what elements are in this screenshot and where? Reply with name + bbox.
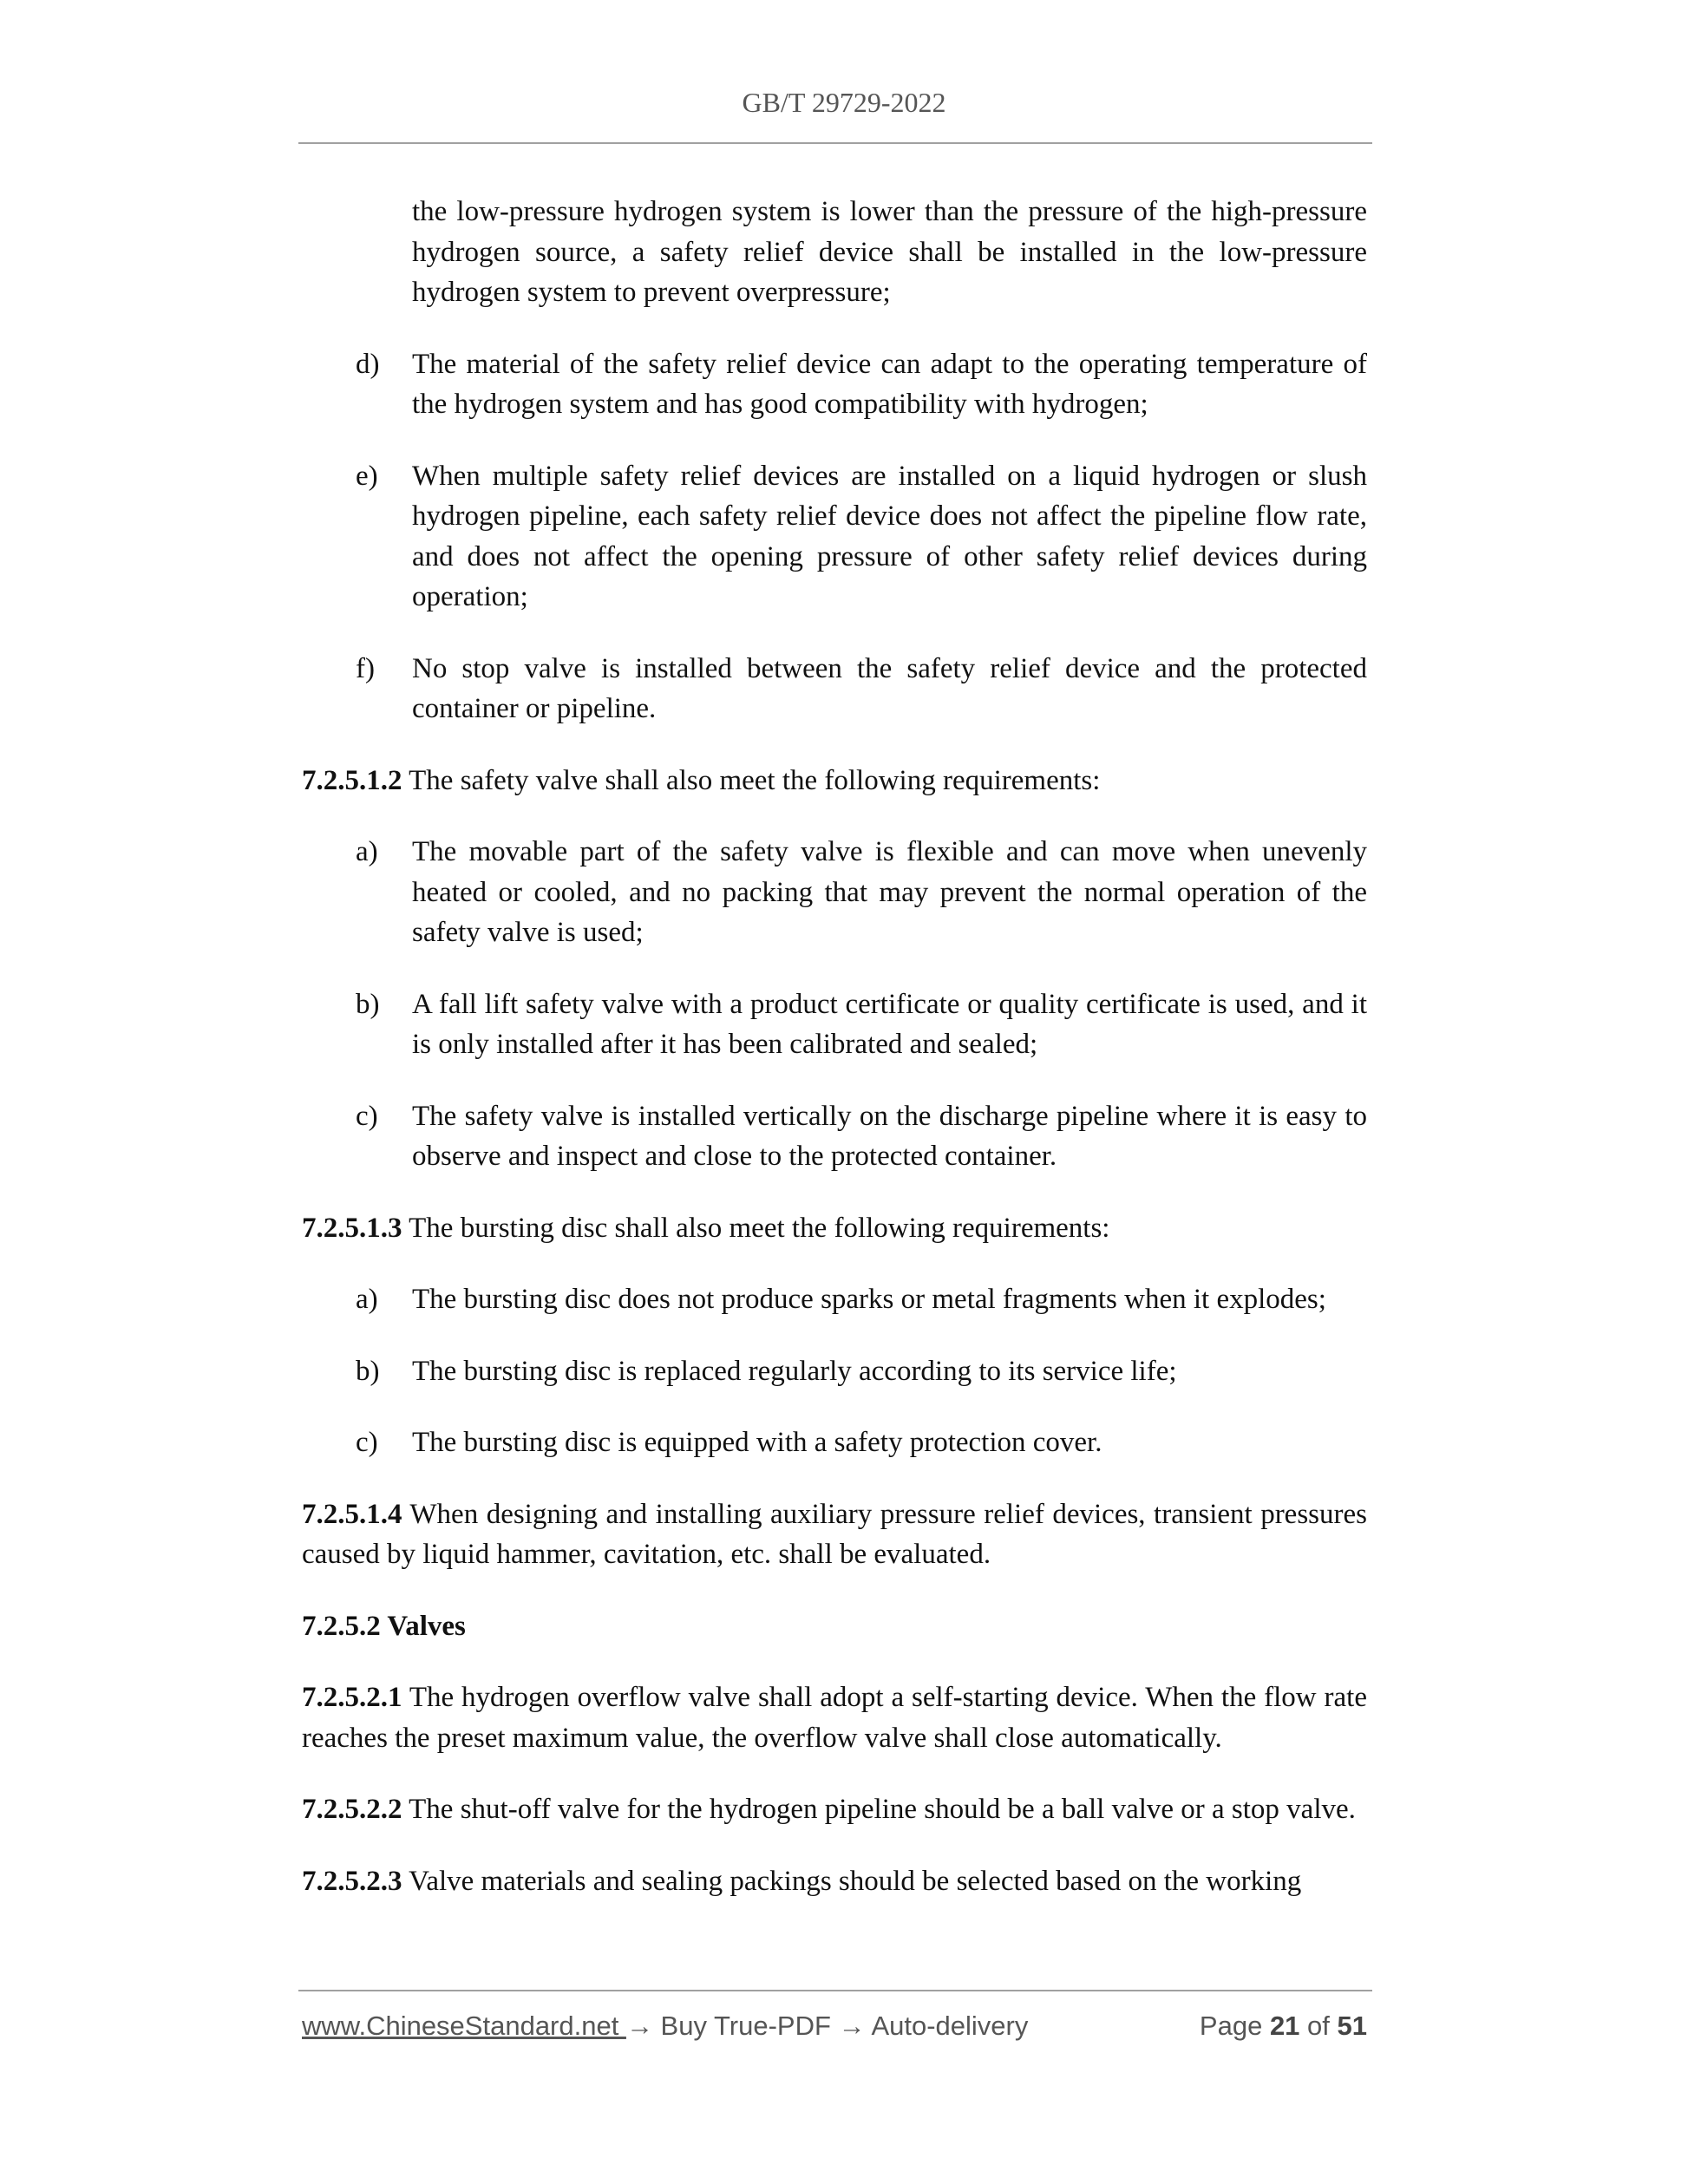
clause-7-2-5-1-4	[302, 1494, 1367, 1575]
clause-text: Valve materials and sealing packings should be selected based on the working	[402, 1865, 1302, 1897]
list-item-label: d)	[356, 348, 380, 380]
clause-number: 7.2.5.2.2	[302, 1794, 402, 1825]
list-item-label: b)	[356, 1355, 380, 1387]
list-item	[356, 649, 1367, 729]
total-pages: 51	[1337, 2011, 1367, 2041]
list-item	[356, 456, 1367, 618]
document-body	[302, 192, 1367, 1932]
page-label: Page	[1199, 2011, 1270, 2041]
clause-7-2-5-2-3	[302, 1861, 1367, 1902]
clause-number: 7.2.5.1.2	[302, 764, 402, 796]
clause-7-2-5-2-2	[302, 1789, 1367, 1830]
document-header: GB/T 29729-2022	[742, 87, 946, 118]
list-item	[356, 1279, 1367, 1320]
footer-promo-text: → Buy True-PDF → Auto-delivery	[625, 2011, 1029, 2041]
clause-text: The safety valve shall also meet the following requirements:	[402, 764, 1101, 796]
footer-divider	[298, 1990, 1372, 1991]
list-item-label: e)	[356, 460, 378, 492]
website-link[interactable]: www.ChineseStandard.net	[302, 2011, 626, 2041]
clause-7-2-5-1-3	[302, 1208, 1367, 1249]
list-item-label: a)	[356, 1284, 378, 1315]
clause-number: 7.2.5.1.4	[302, 1498, 402, 1530]
clause-text: When designing and installing auxiliary pressure relief devices, transient pressures caused by liquid hammer, cavitation, etc. shall be evaluated.	[302, 1498, 1367, 1570]
list-item	[356, 984, 1367, 1065]
list-item-label: a)	[356, 836, 378, 867]
list-item-text: No stop valve is installed between the safety relief device and the protected container or pipeline.	[412, 652, 1367, 724]
clause-text: The shut-off valve for the hydrogen pipeline should be a ball valve or a stop valve.	[402, 1794, 1356, 1825]
list-item-text: The bursting disc is replaced regularly according to its service life;	[412, 1355, 1177, 1387]
list-item-label: c)	[356, 1427, 378, 1458]
clause-number: 7.2.5.2.3	[302, 1865, 402, 1897]
clause-text: The bursting disc shall also meet the following requirements:	[402, 1212, 1110, 1244]
clause-7-2-5-2-1	[302, 1677, 1367, 1758]
list-item	[356, 344, 1367, 425]
list-item-label: b)	[356, 988, 380, 1020]
page-indicator	[1200, 2011, 1367, 2042]
clause-number: 7.2.5.2.1	[302, 1682, 402, 1713]
list-item-text: The safety valve is installed vertically on the discharge pipeline where it is easy to observe and inspect and close to the protected container.	[412, 1100, 1367, 1172]
list-item-text: The bursting disc does not produce sparks or metal fragments when it explodes;	[412, 1284, 1326, 1315]
list-item	[356, 1351, 1367, 1392]
list-item-text: The material of the safety relief device can adapt to the operating temperature of the hydrogen system and has good compatibility with hydrogen;	[412, 348, 1367, 420]
list-item-label: c)	[356, 1100, 378, 1132]
page-footer	[302, 2011, 1367, 2042]
section-heading-valves: 7.2.5.2 Valves	[302, 1610, 466, 1642]
clause-7-2-5-1-2	[302, 761, 1367, 801]
list-item-text: When multiple safety relief devices are installed on a liquid hydrogen or slush hydrogen pipeline, each safety relief device does not affect the pipeline flow rate, and does not affect the opening pressure of other safety relief devices during operation;	[412, 460, 1367, 612]
clause-text: The hydrogen overflow valve shall adopt a self-starting device. When the flow rate reaches the preset maximum value, the overflow valve shall close automatically.	[302, 1682, 1367, 1754]
footer-promo	[302, 2011, 1028, 2042]
list-item-text: A fall lift safety valve with a product certificate or quality certificate is used, and it is only installed after it has been calibrated and sealed;	[412, 988, 1367, 1060]
list-item	[356, 832, 1367, 953]
clause-number: 7.2.5.1.3	[302, 1212, 402, 1244]
current-page: 21	[1269, 2011, 1300, 2041]
list-item	[356, 1096, 1367, 1177]
list-item	[356, 1422, 1367, 1463]
list-item-label: f)	[356, 652, 375, 684]
list-item-text: The bursting disc is equipped with a safety protection cover.	[412, 1427, 1102, 1458]
header-divider	[298, 142, 1372, 144]
of-label: of	[1299, 2011, 1338, 2041]
continuation-paragraph: the low-pressure hydrogen system is lower than the pressure of the high-pressure hydrogen source, a safety relief device shall be installed in the low-pressure hydrogen system to prevent overpressure;	[412, 196, 1367, 308]
list-item-text: The movable part of the safety valve is flexible and can move when unevenly heated or cooled, and no packing that may prevent the normal operation of the safety valve is used;	[412, 836, 1367, 948]
